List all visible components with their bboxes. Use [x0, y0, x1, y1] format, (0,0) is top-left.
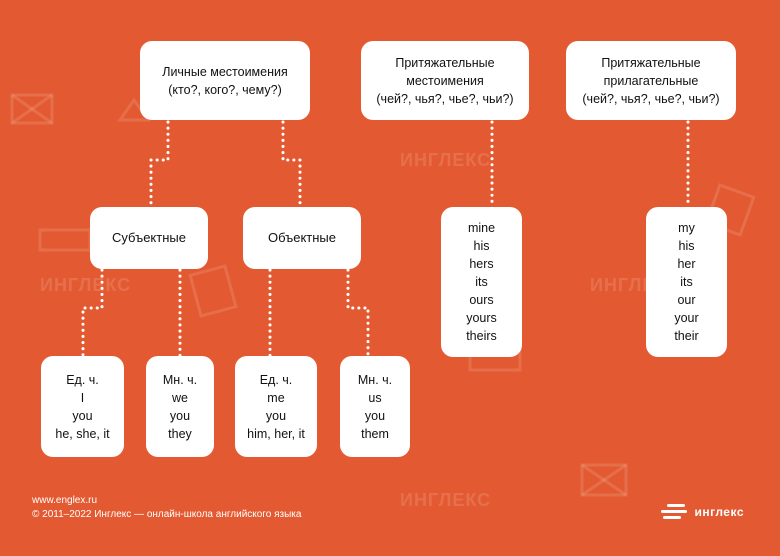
box-object-pronouns	[243, 207, 361, 269]
footer-url[interactable]: www.englex.ru	[32, 495, 98, 506]
box-possessive-adjectives-list	[646, 207, 727, 357]
box-text: Мн. ч.	[162, 372, 198, 387]
box-text: Притяжательные	[601, 55, 701, 70]
box-text: Личные местоимения	[162, 64, 288, 79]
box-text: местоимения	[406, 73, 484, 88]
list-item: your	[674, 311, 699, 325]
box-text: Притяжательные	[395, 55, 495, 70]
logo-icon	[661, 502, 687, 522]
box-text: Мн. ч.	[357, 372, 393, 387]
connector-line	[283, 122, 300, 206]
box-text: (чей?, чья?, чье?, чьи?)	[582, 91, 720, 106]
box-text: he, she, it	[55, 426, 110, 441]
box-text: I	[80, 390, 85, 405]
connector-line	[151, 122, 168, 206]
box-text: you	[169, 408, 191, 423]
box-text: you	[265, 408, 287, 423]
box-possessive-pronouns	[361, 41, 529, 120]
box-text: (кто?, кого?, чему?)	[168, 82, 282, 97]
box-text: Объектные	[267, 230, 337, 245]
list-item: mine	[467, 221, 496, 235]
connector-line	[83, 270, 102, 356]
box-possessive-pronouns-list	[441, 207, 522, 357]
footer	[32, 494, 301, 522]
box-text: прилагательные	[603, 73, 699, 88]
box-text: me	[267, 390, 285, 405]
watermark-text: ИНГЛЕКС	[400, 150, 492, 170]
list-item: his	[678, 239, 695, 253]
box-text: Субъектные	[112, 230, 186, 245]
box-text: (чей?, чья?, чье?, чьи?)	[376, 91, 514, 106]
box-text: them	[361, 426, 389, 441]
box-object-singular	[235, 356, 317, 457]
box-personal-pronouns	[140, 41, 310, 120]
box-subject-singular	[41, 356, 124, 457]
brand-logo	[661, 502, 744, 522]
list-item: hers	[469, 257, 494, 271]
box-text: us	[368, 390, 382, 405]
box-text: Ед. ч.	[259, 372, 293, 387]
list-item: its	[475, 275, 488, 289]
box-subject-plural	[146, 356, 214, 457]
box-text: they	[168, 426, 192, 441]
watermark-text: ИНГЛЕКС	[400, 490, 492, 510]
watermark-text: ИНГЛЕКС	[40, 275, 132, 295]
box-subject-pronouns	[90, 207, 208, 269]
box-text: you	[72, 408, 93, 423]
list-item: theirs	[466, 329, 497, 343]
list-item: our	[677, 293, 696, 307]
brand-name: инглекс	[694, 505, 744, 519]
list-item: its	[680, 275, 693, 289]
list-item: his	[473, 239, 490, 253]
connector-line	[348, 270, 368, 356]
box-possessive-adjectives	[566, 41, 736, 120]
watermark-text: ИНГЛЕКС	[590, 275, 682, 295]
box-text: we	[172, 390, 188, 405]
list-item: their	[674, 329, 699, 343]
list-item: her	[677, 257, 696, 271]
box-text: Ед. ч.	[66, 372, 99, 387]
list-item: ours	[469, 293, 494, 307]
list-item: yours	[466, 311, 497, 325]
footer-copyright: © 2011–2022 Инглекс — онлайн-школа английского языка	[32, 509, 302, 520]
box-text: you	[364, 408, 386, 423]
box-object-plural	[340, 356, 410, 457]
box-text: him, her, it	[247, 426, 305, 441]
list-item: my	[678, 221, 695, 235]
